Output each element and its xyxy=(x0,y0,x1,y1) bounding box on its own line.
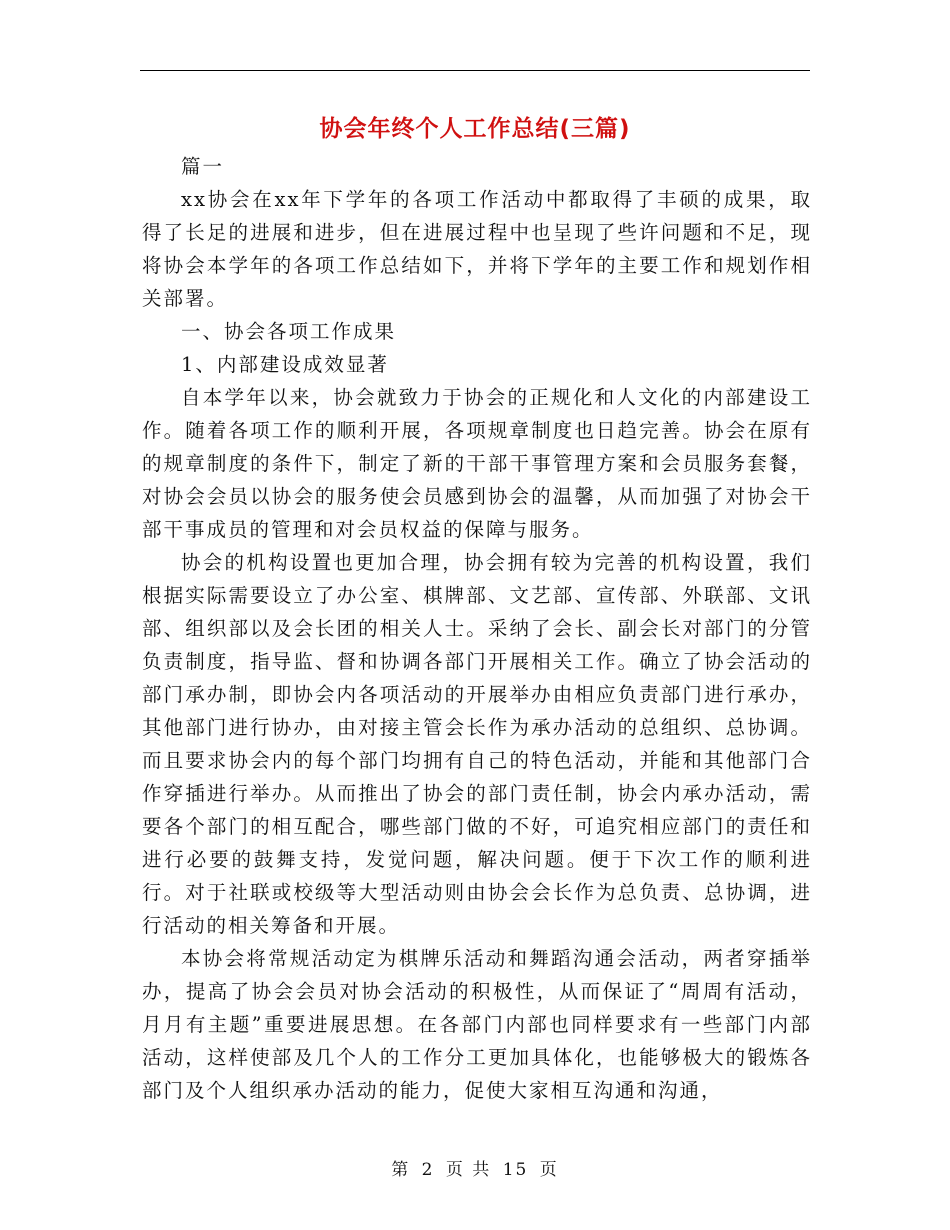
footer-prefix: 第 xyxy=(391,1160,411,1180)
paragraph: 协会的机构设置也更加合理，协会拥有较为完善的机构设置，我们根据实际需要设立了办公室、棋牌部、文艺部、宣传部、外联部、文讯部、组织部以及会长团的相关人士。采纳了会长、副会长对部门的分管负责制度，指导监、督和协调各部门开展相关工作。确立了协会活动的部门承办制，即协会内各项活动的开展举办由相应负责部门进行承办，其他部门进行协办，由对接主管会长作为承办活动的总组织、总协调。而且要求协会内的每个部门均拥有自己的特色活动，并能和其他部门合作穿插进行举办。从而推出了协会的部门责任制，协会内承办活动，需要各个部门的相互配合，哪些部门做的不好，可追究相应部门的责任和进行必要的鼓舞支持，发觉问题，解决问题。便于下次工作的顺利进行。对于社联或校级等大型活动则由协会会长作为总负责、总协调，进行活动的相关筹备和开展。 xyxy=(142,551,812,937)
header-rule xyxy=(140,70,810,71)
total-pages: 15 xyxy=(502,1160,529,1180)
paragraph: 本协会将常规活动定为棋牌乐活动和舞蹈沟通会活动，两者穿插举办，提高了协会会员对协会活动的积极性，从而保证了“周周有活动，月月有主题”重要进展思想。在各部门内部也同样要求有一些部门内部活动，这样使部及几个人的工作分工更加具体化，也能够极大的锻炼各部门及个人组织承办活动的能力，促使大家相互沟通和沟通， xyxy=(142,947,812,1102)
document-title: 协会年终个人工作总结(三篇) xyxy=(319,116,631,142)
section-heading: 一、协会各项工作成果 xyxy=(181,320,397,343)
paragraph: xx协会在xx年下学年的各项工作活动中都取得了丰硕的成果，取得了长足的进展和进步，但在进展过程中也呈现了些许问题和不足，现将协会本学年的各项工作总结如下，并将下学年的主要工作和规划作相关部署。 xyxy=(142,188,812,310)
paragraph: 自本学年以来，协会就致力于协会的正规化和人文化的内部建设工作。随着各项工作的顺利开展，各项规章制度也日趋完善。协会在原有的规章制度的条件下，制定了新的干部干事管理方案和会员服务套餐，对协会会员以协会的服务使会员感到协会的温馨，从而加强了对协会干部干事成员的管理和对会员权益的保障与服务。 xyxy=(142,386,812,541)
current-page-number: 2 xyxy=(421,1160,435,1180)
footer-suffix: 页 xyxy=(539,1160,559,1180)
footer-middle: 页 共 xyxy=(445,1160,492,1180)
subsection-heading: 1、内部建设成效显著 xyxy=(181,353,389,376)
section-heading: 篇一 xyxy=(181,155,225,178)
page-footer xyxy=(0,1155,950,1180)
document-body xyxy=(142,150,812,1107)
